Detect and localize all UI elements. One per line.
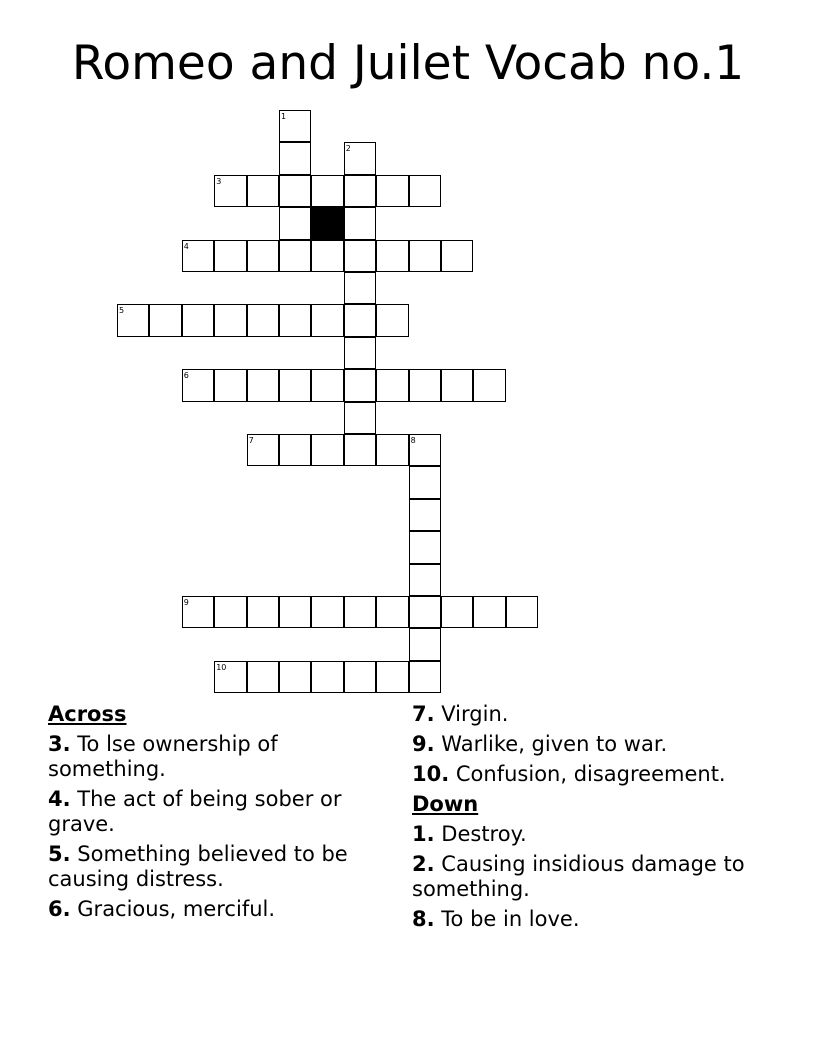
clue-number: 6 xyxy=(183,371,189,381)
grid-cell[interactable] xyxy=(279,142,311,174)
clue-down-8: 8. To be in love. xyxy=(412,907,580,931)
clues-right-column xyxy=(412,702,792,937)
grid-cell[interactable] xyxy=(441,369,473,401)
grid-cell[interactable] xyxy=(117,304,149,336)
grid-cell[interactable] xyxy=(409,531,441,563)
grid-cell[interactable] xyxy=(344,402,376,434)
grid-cell[interactable] xyxy=(376,434,408,466)
grid-cell[interactable] xyxy=(344,207,376,239)
grid-cell[interactable] xyxy=(311,175,343,207)
grid-cell[interactable] xyxy=(344,661,376,693)
grid-cell[interactable] xyxy=(247,596,279,628)
grid-cell[interactable] xyxy=(344,369,376,401)
grid-cell[interactable] xyxy=(473,596,505,628)
clue-number: 10 xyxy=(216,662,227,672)
grid-cell[interactable] xyxy=(214,175,246,207)
grid-cell[interactable] xyxy=(344,272,376,304)
grid-cell[interactable] xyxy=(441,596,473,628)
grid-cell[interactable] xyxy=(182,304,214,336)
grid-cell[interactable] xyxy=(311,240,343,272)
grid-cell[interactable] xyxy=(409,661,441,693)
grid-cell[interactable] xyxy=(247,369,279,401)
grid-cell[interactable] xyxy=(409,596,441,628)
grid-cell[interactable] xyxy=(247,240,279,272)
page-title: Romeo and Juilet Vocab no.1 xyxy=(71,36,745,91)
grid-cell[interactable] xyxy=(311,596,343,628)
grid-block-cell xyxy=(311,207,343,239)
grid-cell[interactable] xyxy=(311,304,343,336)
across-heading: Across xyxy=(48,702,127,726)
clue-number: 1 xyxy=(281,112,287,121)
grid-cell[interactable] xyxy=(214,304,246,336)
grid-cell[interactable] xyxy=(409,499,441,531)
clue-number: 2 xyxy=(345,144,351,154)
grid-cell[interactable] xyxy=(214,661,246,693)
clues-left-column xyxy=(48,702,388,927)
clue-across-4: 4. The act of being sober or grave. xyxy=(48,787,342,836)
grid-cell[interactable] xyxy=(279,207,311,239)
grid-cell[interactable] xyxy=(409,240,441,272)
grid-cell[interactable] xyxy=(311,661,343,693)
grid-cell[interactable] xyxy=(279,434,311,466)
grid-cell[interactable] xyxy=(344,240,376,272)
clue-across-3: 3. To lse ownership of something. xyxy=(48,732,278,781)
clue-across-6: 6. Gracious, merciful. xyxy=(48,897,276,921)
grid-cell[interactable] xyxy=(279,304,311,336)
clue-number: 4 xyxy=(183,241,189,251)
grid-cell[interactable] xyxy=(247,304,279,336)
clue-across-9: 9. Warlike, given to war. xyxy=(412,732,668,756)
clue-down-2: 2. Causing insidious damage to something. xyxy=(412,852,745,901)
grid-cell[interactable] xyxy=(279,596,311,628)
grid-cell[interactable] xyxy=(441,240,473,272)
clue-across-5: 5. Something believed to be causing distress. xyxy=(48,842,348,891)
grid-cell[interactable] xyxy=(409,564,441,596)
grid-cell[interactable] xyxy=(279,661,311,693)
clue-number: 8 xyxy=(410,436,416,445)
grid-cell[interactable] xyxy=(376,175,408,207)
grid-cell[interactable] xyxy=(344,304,376,336)
grid-cell[interactable] xyxy=(247,175,279,207)
grid-cell[interactable] xyxy=(506,596,538,628)
grid-cell[interactable] xyxy=(311,369,343,401)
grid-cell[interactable] xyxy=(376,661,408,693)
grid-cell[interactable] xyxy=(409,369,441,401)
grid-cell[interactable] xyxy=(311,434,343,466)
grid-cell[interactable] xyxy=(344,142,376,174)
down-heading: Down xyxy=(412,792,479,816)
grid-cell[interactable] xyxy=(409,628,441,660)
grid-cell[interactable] xyxy=(344,596,376,628)
clue-across-7: 7. Virgin. xyxy=(412,702,509,726)
grid-cell[interactable] xyxy=(214,596,246,628)
grid-cell[interactable] xyxy=(247,661,279,693)
grid-cell[interactable] xyxy=(409,434,441,466)
grid-cell[interactable] xyxy=(376,596,408,628)
clue-down-1: 1. Destroy. xyxy=(412,822,527,846)
grid-cell[interactable] xyxy=(279,175,311,207)
clue-across-10: 10. Confusion, disagreement. xyxy=(412,762,726,786)
clue-number: 9 xyxy=(183,598,189,607)
grid-cell[interactable] xyxy=(149,304,181,336)
grid-cell[interactable] xyxy=(409,175,441,207)
grid-cell[interactable] xyxy=(247,434,279,466)
grid-cell[interactable] xyxy=(279,369,311,401)
grid-cell[interactable] xyxy=(473,369,505,401)
grid-cell[interactable] xyxy=(376,304,408,336)
grid-cell[interactable] xyxy=(214,240,246,272)
grid-cell[interactable] xyxy=(376,240,408,272)
grid-cell[interactable] xyxy=(182,240,214,272)
grid-cell[interactable] xyxy=(279,110,311,142)
grid-cell[interactable] xyxy=(344,337,376,369)
clue-number: 7 xyxy=(248,436,254,445)
grid-cell[interactable] xyxy=(409,466,441,498)
clue-number: 5 xyxy=(119,306,125,316)
grid-cell[interactable] xyxy=(376,369,408,401)
grid-cell[interactable] xyxy=(182,596,214,628)
clue-number: 3 xyxy=(216,176,222,186)
grid-cell[interactable] xyxy=(279,240,311,272)
grid-cell[interactable] xyxy=(344,175,376,207)
grid-cell[interactable] xyxy=(214,369,246,401)
grid-cell[interactable] xyxy=(344,434,376,466)
grid-cell[interactable] xyxy=(182,369,214,401)
